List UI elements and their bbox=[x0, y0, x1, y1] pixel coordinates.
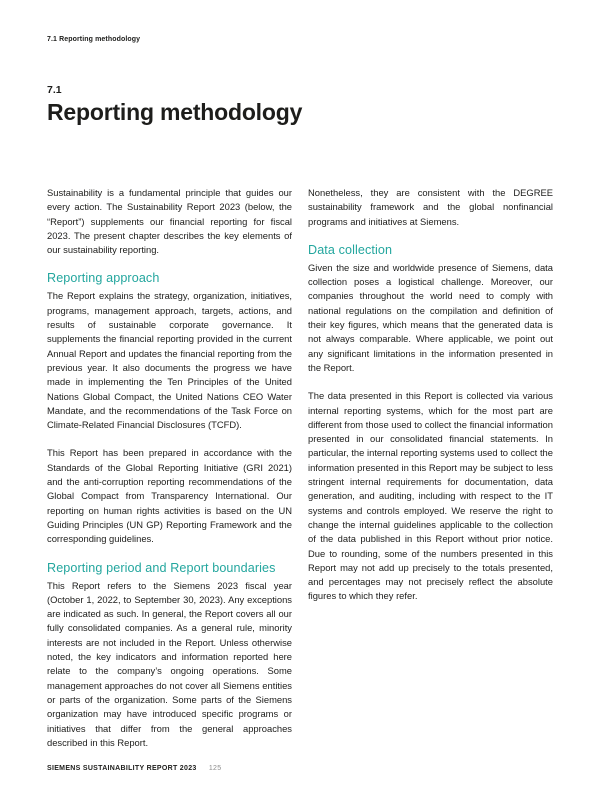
intro-paragraph: Sustainability is a fundamental principle that guides our every action. The Sustainability Report 2023 (below, the “Report”) supplements our financial reporting for fiscal 2023. The present chapter describes the key elements of our sustainability reporting. bbox=[47, 187, 292, 256]
page-title: Reporting methodology bbox=[47, 99, 303, 125]
section-number: 7.1 bbox=[47, 84, 62, 96]
footer-page-number: 125 bbox=[208, 765, 222, 772]
reporting-approach-paragraph-1: The Report explains the strategy, organization, initiatives, programs, management approach, targets, actions, and results of sustainable corporate governance. It supplements the financial reporting provided in the current Annual Report and updates the financial reporting from the previous year. It also documents the progress we have made in implementing the Ten Principles of the United Nations Global Compact, the United Nations CEO Water Mandate, and the recommendations of the Task Force on Climate-Related Financial Disclosures (TCFD). bbox=[47, 290, 292, 431]
right-column bbox=[308, 186, 553, 764]
data-collection-paragraph-1: Given the size and worldwide presence of Siemens, data collection poses a logistical challenge. Moreover, our companies throughout the world need to comply with national regulations on the compilation and definition of their key figures, which means that the generated data is not always comparable. Where applicable, we point out any significant limitations in the information presented in the Report. bbox=[308, 261, 553, 373]
title-block bbox=[47, 84, 553, 126]
left-column bbox=[47, 186, 292, 764]
page-footer bbox=[47, 765, 221, 772]
reporting-approach-paragraph-2: This Report has been prepared in accordance with the Standards of the Global Reporting Initiative (GRI 2021) and the anti-corruption reporting recommendations of the Global Compact from Transparency International. Our reporting on human rights activities is based on the UN Guiding Principles (UN GP) Reporting Framework and the corresponding guidelines. bbox=[47, 447, 292, 545]
continuation-paragraph: Nonetheless, they are consistent with the DEGREE sustainability framework and the global nonfinancial programs and initiatives at Siemens. bbox=[308, 187, 553, 227]
heading-reporting-period: Reporting period and Report boundaries bbox=[47, 560, 276, 575]
footer-report-name: SIEMENS SUSTAINABILITY REPORT 2023 bbox=[47, 765, 197, 772]
heading-data-collection: Data collection bbox=[308, 242, 393, 257]
reporting-period-paragraph: This Report refers to the Siemens 2023 fiscal year (October 1, 2022, to September 30, 2023). Any exceptions are indicated as such. In general, the Report covers all our fully consolidated companies. As a general rule, minority interests are not included in the Report. Unless otherwise noted, the key indicators and information reported here relate to the company’s ongoing operations. Some management approaches do not cover all Siemens entities or parts of the organization. Some parts of the Siemens organization may have introduced specific programs or initiatives that differ from the general approaches described in this Report. bbox=[47, 579, 292, 748]
running-header: 7.1 Reporting methodology bbox=[47, 36, 141, 43]
data-collection-paragraph-2: The data presented in this Report is collected via various internal reporting systems, which for the most part are different from those used to collect the financial information presented in our consolidated financial statements. In particular, the internal reporting systems used to collect the information presented in this Report may be subject to less stringent internal requirements for documentation, data generation, and auditing, including with respect to the IT systems and controls employed. We reserve the right to change the internal guidelines applicable to the collection of the data published in this Report without prior notice. Due to rounding, some of the numbers presented in this Report may not add up precisely to the totals presented, and percentages may not precisely reflect the absolute figures to which they refer. bbox=[308, 390, 553, 602]
body-columns bbox=[47, 186, 553, 764]
heading-reporting-approach: Reporting approach bbox=[47, 271, 160, 286]
